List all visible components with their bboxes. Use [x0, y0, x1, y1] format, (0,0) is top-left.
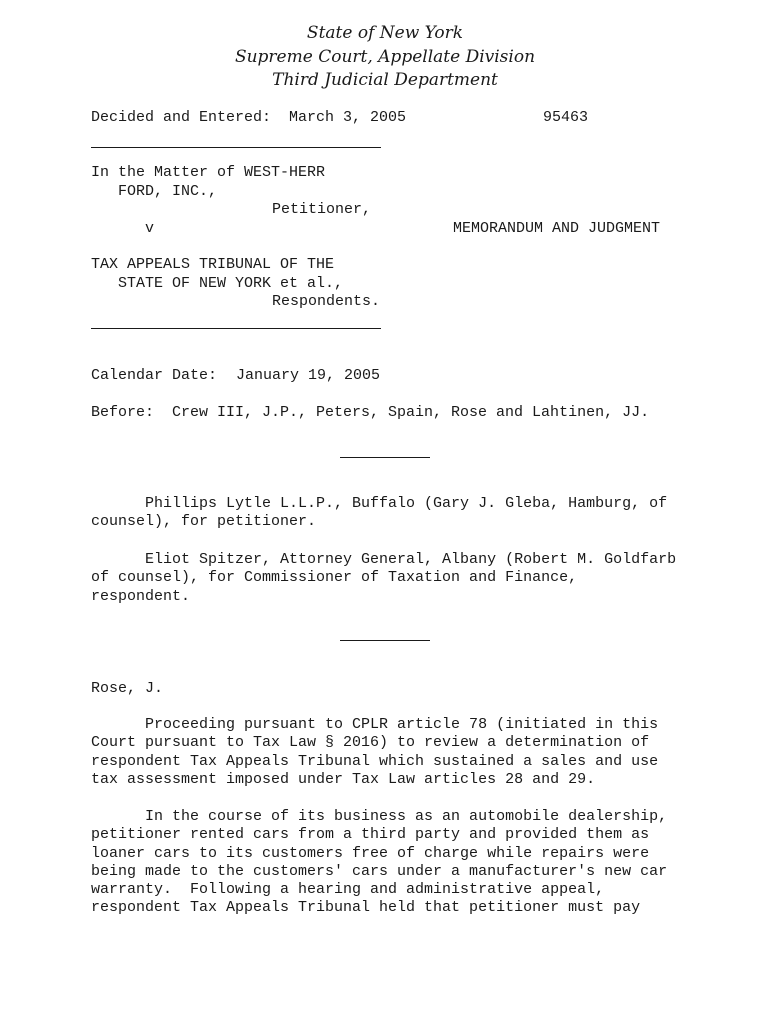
- counsel-line: Phillips Lytle L.L.P., Buffalo (Gary J. Gleba, Hamburg, of: [91, 495, 668, 512]
- counsel-petitioner: [91, 495, 691, 532]
- text-line: tax assessment imposed under Tax Law articles 28 and 29.: [91, 770, 596, 788]
- calendar-date: January 19, 2005: [236, 367, 381, 384]
- court-department: Third Judicial Department: [272, 70, 498, 90]
- text-line: Proceeding pursuant to CPLR article 78 (initiated in this: [91, 716, 659, 733]
- text-line: respondent Tax Appeals Tribunal held that petitioner must pay: [91, 899, 641, 917]
- versus: v: [145, 220, 155, 237]
- counsel-line: counsel), for petitioner.: [91, 513, 317, 531]
- panel-judges: Crew III, J.P., Peters, Spain, Rose and Lahtinen, JJ.: [172, 404, 650, 421]
- counsel-line: Eliot Spitzer, Attorney General, Albany (Robert M. Goldfarb: [91, 551, 677, 568]
- decided-label: Decided and Entered:: [91, 109, 272, 126]
- opinion-paragraph: [91, 808, 691, 918]
- court-division: Supreme Court, Appellate Division: [234, 47, 536, 67]
- text-line: In the course of its business as an automobile dealership,: [91, 808, 668, 825]
- caption-bottom-rule: [91, 328, 381, 329]
- petitioner-name-line1: In the Matter of WEST-HERR: [91, 164, 326, 181]
- text-line: Court pursuant to Tax Law § 2016) to review a determination of: [91, 734, 650, 752]
- decided-date: March 3, 2005: [289, 109, 407, 126]
- text-line: petitioner rented cars from a third party and provided them as: [91, 826, 650, 844]
- respondent-name-line1: TAX APPEALS TRIBUNAL OF THE: [91, 256, 335, 273]
- counsel-respondent: [91, 551, 691, 606]
- section-divider: [340, 457, 430, 458]
- petitioner-role: Petitioner,: [272, 201, 372, 218]
- respondent-name-line2: STATE OF NEW YORK et al.,: [118, 275, 344, 292]
- text-line: respondent Tax Appeals Tribunal which sustained a sales and use: [91, 752, 659, 770]
- opinion-paragraph: [91, 716, 691, 789]
- text-line: being made to the customers' cars under a manufacturer's new car: [91, 862, 668, 880]
- petitioner-name-line2: FORD, INC.,: [118, 183, 218, 200]
- court-name: State of New York: [306, 23, 464, 43]
- respondent-role: Respondents.: [272, 293, 381, 310]
- section-divider: [340, 640, 430, 641]
- text-line: loaner cars to its customers free of charge while repairs were: [91, 844, 650, 862]
- docket-number: 95463: [543, 109, 589, 126]
- before-label: Before:: [91, 404, 155, 421]
- calendar-label: Calendar Date:: [91, 367, 218, 384]
- counsel-line: of counsel), for Commissioner of Taxation and Finance,: [91, 569, 578, 587]
- opinion-author: Rose, J.: [91, 680, 164, 697]
- document-type: MEMORANDUM AND JUDGMENT: [453, 220, 661, 237]
- caption-top-rule: [91, 147, 381, 148]
- counsel-line: respondent.: [91, 587, 191, 605]
- text-line: warranty. Following a hearing and administrative appeal,: [91, 881, 605, 899]
